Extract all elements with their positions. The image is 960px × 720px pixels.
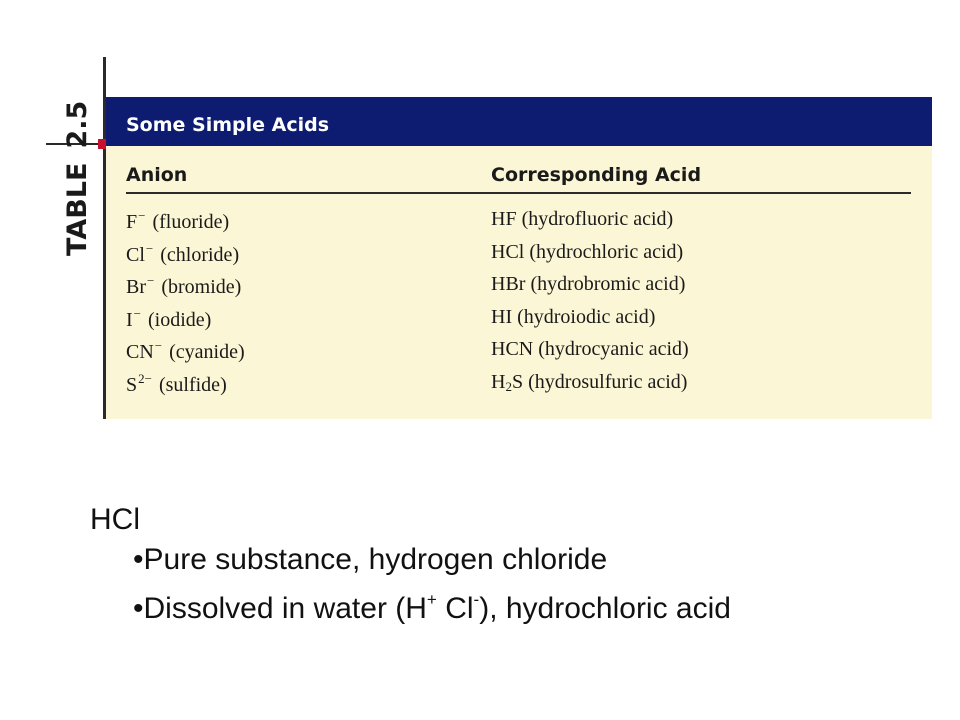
table-row [126, 241, 906, 274]
table-row [126, 273, 906, 306]
anion-cell: Cl− (chloride) [126, 240, 240, 266]
table-rows [126, 208, 906, 403]
header-rule [126, 192, 911, 194]
table-label [58, 86, 98, 256]
table-title: Some Simple Acids [126, 114, 330, 136]
table-row [126, 338, 906, 371]
table-label-word: TABLE [62, 162, 93, 256]
bullet-pure-substance: •Pure substance, hydrogen chloride [133, 543, 608, 576]
acid-cell: $H_2S$ (hydrosulfuric acid) [491, 370, 688, 394]
table-row [126, 306, 906, 339]
notes-title: HCl [90, 503, 140, 536]
table-body [106, 146, 932, 419]
acid-cell: HCl (hydrochloric acid) [491, 240, 684, 263]
anion-cell: I− (iodide) [126, 305, 212, 331]
anion-cell: F− (fluoride) [126, 208, 230, 233]
anion-cell: Br− (bromide) [126, 273, 242, 298]
table-title-bar [106, 97, 932, 146]
table-row [126, 371, 906, 404]
header-acid: Corresponding Acid [491, 164, 702, 186]
anion-cell: $S^{2-}$ (sulfide) [126, 370, 227, 396]
header-anion: Anion [126, 164, 188, 186]
table-row [126, 208, 906, 241]
notes [90, 500, 731, 625]
anion-cell: CN− (cyanide) [126, 338, 245, 363]
table-label-number: 2.5 [62, 100, 93, 149]
acid-cell: HI (hydroiodic acid) [491, 305, 656, 328]
acid-cell: HF (hydrofluoric acid) [491, 208, 674, 230]
acid-cell: HCN (hydrocyanic acid) [491, 338, 689, 360]
bullet-dissolved: •Dissolved in water (H+ Cl-), hydrochloric acid [133, 590, 731, 625]
acid-cell: HBr (hydrobromic acid) [491, 273, 686, 295]
